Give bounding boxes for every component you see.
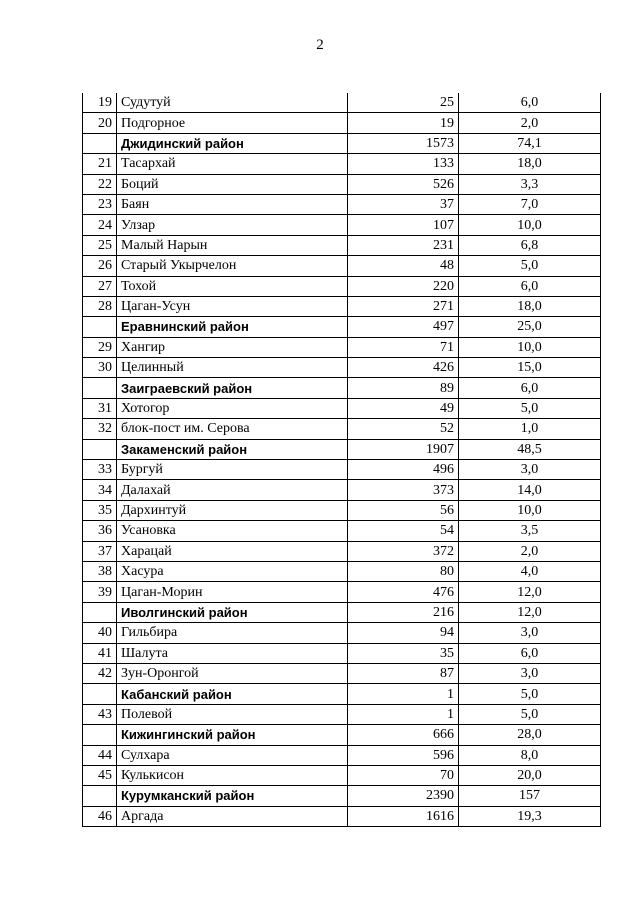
row-number <box>83 133 117 153</box>
settlement-name: Цаган-Морин <box>117 582 348 602</box>
table-row <box>83 358 601 378</box>
row-number: 22 <box>83 174 117 194</box>
district-row <box>83 133 601 153</box>
area-value: 6,0 <box>459 276 601 296</box>
settlement-name: Аргада <box>117 806 348 826</box>
population-value: 666 <box>348 725 459 745</box>
row-number: 30 <box>83 358 117 378</box>
page-number: 2 <box>316 37 324 53</box>
area-value: 14,0 <box>459 480 601 500</box>
area-value: 20,0 <box>459 765 601 785</box>
area-value: 6,0 <box>459 643 601 663</box>
row-number: 41 <box>83 643 117 663</box>
settlement-name: Зун-Оронгой <box>117 663 348 683</box>
row-number: 24 <box>83 215 117 235</box>
area-value: 3,0 <box>459 623 601 643</box>
row-number: 23 <box>83 194 117 214</box>
row-number: 29 <box>83 337 117 357</box>
settlement-name: Старый Укырчелон <box>117 256 348 276</box>
area-value: 25,0 <box>459 317 601 337</box>
row-number: 42 <box>83 663 117 683</box>
row-number: 46 <box>83 806 117 826</box>
table-row <box>83 398 601 418</box>
settlement-name: Харацай <box>117 541 348 561</box>
district-row <box>83 684 601 704</box>
area-value: 74,1 <box>459 133 601 153</box>
settlement-name: Сулхара <box>117 745 348 765</box>
population-value: 1573 <box>348 133 459 153</box>
population-value: 372 <box>348 541 459 561</box>
settlement-name: Шалута <box>117 643 348 663</box>
row-number: 21 <box>83 154 117 174</box>
row-number: 32 <box>83 419 117 439</box>
row-number: 26 <box>83 256 117 276</box>
population-value: 94 <box>348 623 459 643</box>
area-value: 10,0 <box>459 500 601 520</box>
table-row <box>83 582 601 602</box>
population-value: 526 <box>348 174 459 194</box>
population-value: 497 <box>348 317 459 337</box>
settlement-name: Закаменский район <box>117 439 348 459</box>
population-value: 1 <box>348 684 459 704</box>
area-value: 5,0 <box>459 704 601 724</box>
population-value: 56 <box>348 500 459 520</box>
row-number: 31 <box>83 398 117 418</box>
area-value: 5,0 <box>459 256 601 276</box>
settlement-name: Заиграевский район <box>117 378 348 398</box>
settlement-name: Цаган-Усун <box>117 296 348 316</box>
table-row <box>83 806 601 826</box>
population-value: 80 <box>348 561 459 581</box>
row-number: 20 <box>83 113 117 133</box>
settlement-name: Иволгинский район <box>117 602 348 622</box>
settlement-name: Хангир <box>117 337 348 357</box>
table-row <box>83 419 601 439</box>
area-value: 3,0 <box>459 460 601 480</box>
settlement-name: Тасархай <box>117 154 348 174</box>
table-row <box>83 93 601 113</box>
population-value: 19 <box>348 113 459 133</box>
population-value: 596 <box>348 745 459 765</box>
row-number: 43 <box>83 704 117 724</box>
area-value: 6,0 <box>459 378 601 398</box>
population-value: 87 <box>348 663 459 683</box>
table-row <box>83 276 601 296</box>
table-row <box>83 215 601 235</box>
population-value: 89 <box>348 378 459 398</box>
row-number: 45 <box>83 765 117 785</box>
table-row <box>83 113 601 133</box>
table-row <box>83 765 601 785</box>
table-row <box>83 745 601 765</box>
settlement-name: Хотогор <box>117 398 348 418</box>
population-value: 133 <box>348 154 459 174</box>
table-row <box>83 521 601 541</box>
population-value: 373 <box>348 480 459 500</box>
row-number <box>83 378 117 398</box>
population-value: 220 <box>348 276 459 296</box>
population-value: 49 <box>348 398 459 418</box>
table-row <box>83 154 601 174</box>
district-row <box>83 602 601 622</box>
district-row <box>83 725 601 745</box>
row-number <box>83 684 117 704</box>
area-value: 18,0 <box>459 154 601 174</box>
settlement-name: Усановка <box>117 521 348 541</box>
row-number: 34 <box>83 480 117 500</box>
area-value: 1,0 <box>459 419 601 439</box>
table-body <box>83 93 601 827</box>
settlement-name: Улзар <box>117 215 348 235</box>
table-row <box>83 296 601 316</box>
settlement-name: Кижингинский район <box>117 725 348 745</box>
settlement-name: Курумканский район <box>117 786 348 806</box>
population-value: 37 <box>348 194 459 214</box>
table-row <box>83 663 601 683</box>
area-value: 157 <box>459 786 601 806</box>
area-value: 28,0 <box>459 725 601 745</box>
table-row <box>83 500 601 520</box>
area-value: 5,0 <box>459 398 601 418</box>
area-value: 3,5 <box>459 521 601 541</box>
district-row <box>83 317 601 337</box>
population-value: 2390 <box>348 786 459 806</box>
settlement-name: Хасура <box>117 561 348 581</box>
settlement-name: Малый Нарын <box>117 235 348 255</box>
table-row <box>83 480 601 500</box>
population-value: 70 <box>348 765 459 785</box>
population-value: 1907 <box>348 439 459 459</box>
population-value: 271 <box>348 296 459 316</box>
area-value: 6,0 <box>459 93 601 113</box>
row-number <box>83 602 117 622</box>
row-number: 37 <box>83 541 117 561</box>
area-value: 2,0 <box>459 541 601 561</box>
settlement-name: блок-пост им. Серова <box>117 419 348 439</box>
table-row <box>83 704 601 724</box>
settlement-name: Боций <box>117 174 348 194</box>
population-value: 1616 <box>348 806 459 826</box>
population-value: 52 <box>348 419 459 439</box>
area-value: 6,8 <box>459 235 601 255</box>
settlement-name: Тохой <box>117 276 348 296</box>
row-number: 38 <box>83 561 117 581</box>
row-number: 36 <box>83 521 117 541</box>
district-row <box>83 786 601 806</box>
population-value: 476 <box>348 582 459 602</box>
settlement-name: Дархинтуй <box>117 500 348 520</box>
area-value: 3,3 <box>459 174 601 194</box>
area-value: 12,0 <box>459 602 601 622</box>
row-number: 27 <box>83 276 117 296</box>
table-row <box>83 643 601 663</box>
settlement-name: Подгорное <box>117 113 348 133</box>
area-value: 48,5 <box>459 439 601 459</box>
area-value: 7,0 <box>459 194 601 214</box>
row-number <box>83 725 117 745</box>
settlement-name: Далахай <box>117 480 348 500</box>
settlement-name: Баян <box>117 194 348 214</box>
area-value: 10,0 <box>459 215 601 235</box>
area-value: 2,0 <box>459 113 601 133</box>
population-value: 1 <box>348 704 459 724</box>
area-value: 5,0 <box>459 684 601 704</box>
row-number <box>83 317 117 337</box>
settlement-name: Судутуй <box>117 93 348 113</box>
table-row <box>83 256 601 276</box>
population-value: 216 <box>348 602 459 622</box>
district-row <box>83 439 601 459</box>
row-number: 44 <box>83 745 117 765</box>
row-number <box>83 786 117 806</box>
table-row <box>83 541 601 561</box>
area-value: 19,3 <box>459 806 601 826</box>
area-value: 4,0 <box>459 561 601 581</box>
district-row <box>83 378 601 398</box>
population-value: 25 <box>348 93 459 113</box>
area-value: 8,0 <box>459 745 601 765</box>
settlement-name: Кулькисон <box>117 765 348 785</box>
area-value: 12,0 <box>459 582 601 602</box>
population-value: 496 <box>348 460 459 480</box>
row-number: 39 <box>83 582 117 602</box>
row-number: 35 <box>83 500 117 520</box>
settlement-name: Джидинский район <box>117 133 348 153</box>
area-value: 15,0 <box>459 358 601 378</box>
population-value: 35 <box>348 643 459 663</box>
settlement-name: Бургуй <box>117 460 348 480</box>
table-row <box>83 174 601 194</box>
row-number: 33 <box>83 460 117 480</box>
settlements-table <box>82 93 601 827</box>
population-value: 426 <box>348 358 459 378</box>
row-number: 40 <box>83 623 117 643</box>
row-number: 19 <box>83 93 117 113</box>
table-row <box>83 623 601 643</box>
population-value: 71 <box>348 337 459 357</box>
row-number: 28 <box>83 296 117 316</box>
table-row <box>83 194 601 214</box>
population-value: 54 <box>348 521 459 541</box>
settlement-name: Полевой <box>117 704 348 724</box>
table-row <box>83 235 601 255</box>
table-row <box>83 460 601 480</box>
row-number: 25 <box>83 235 117 255</box>
area-value: 18,0 <box>459 296 601 316</box>
area-value: 3,0 <box>459 663 601 683</box>
settlement-name: Кабанский район <box>117 684 348 704</box>
row-number <box>83 439 117 459</box>
settlement-name: Гильбира <box>117 623 348 643</box>
population-value: 231 <box>348 235 459 255</box>
table-row <box>83 337 601 357</box>
area-value: 10,0 <box>459 337 601 357</box>
table-row <box>83 561 601 581</box>
settlement-name: Целинный <box>117 358 348 378</box>
population-value: 48 <box>348 256 459 276</box>
settlement-name: Еравнинский район <box>117 317 348 337</box>
population-value: 107 <box>348 215 459 235</box>
